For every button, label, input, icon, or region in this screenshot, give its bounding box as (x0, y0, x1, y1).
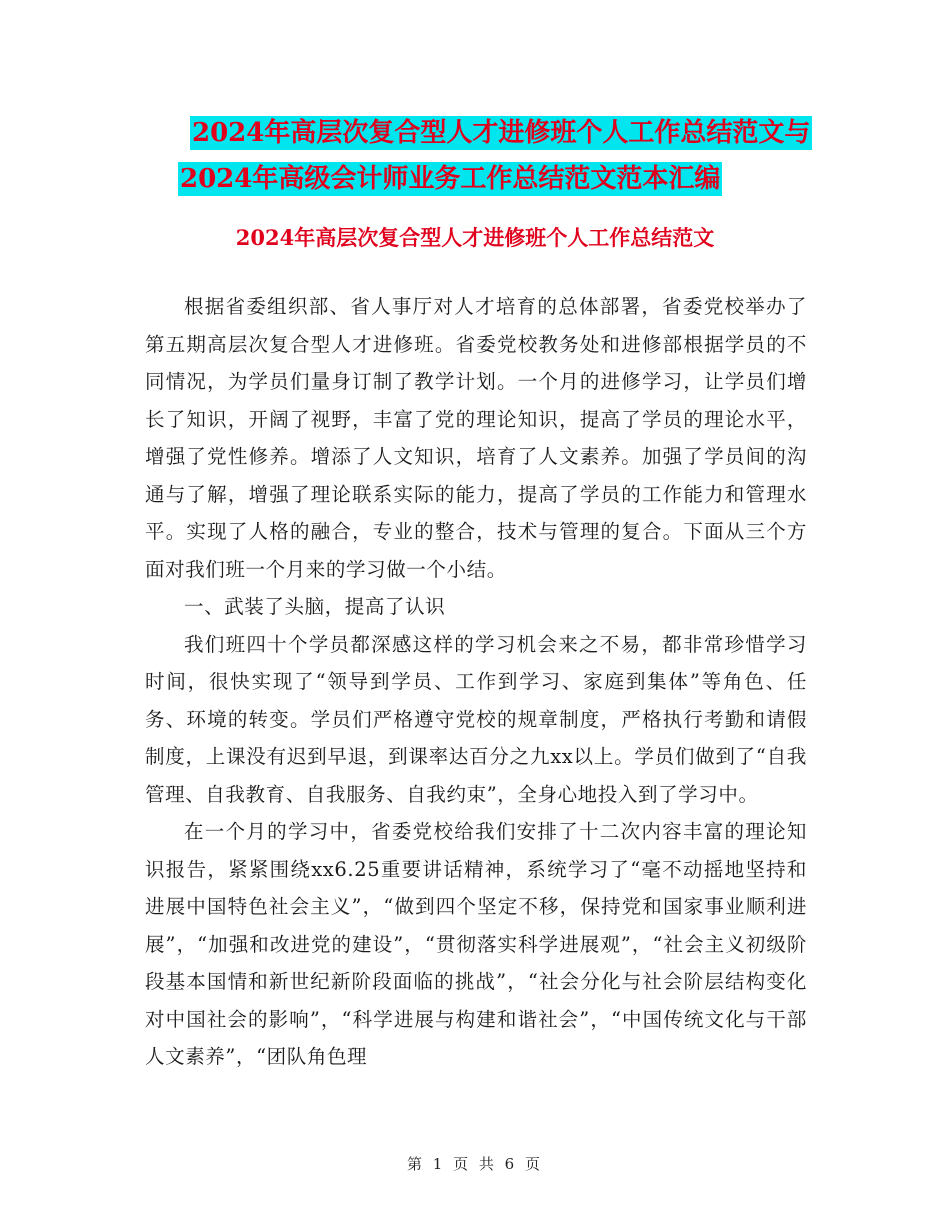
paragraph-2: 我们班四十个学员都深感这样的学习机会来之不易，都非常珍惜学习时间，很快实现了“领导到学员、工作到学习、家庭到集体”等角色、任务、环境的转变。学员们严格遵守党校的规章制度，严格执行考勤和请假制度，上课没有迟到早退，到课率达百分之九xx以上。学员们做到了“自我管理、自我教育、自我服务、自我约束”，全身心地投入到了学习中。 (145, 632, 807, 806)
paragraph-intro: 根据省委组织部、省人事厅对人才培育的总体部署，省委党校举办了第五期高层次复合型人才进修班。省委党校教务处和进修部根据学员的不同情况，为学员们量身订制了教学计划。一个月的进修学习，让学员们增长了知识，开阔了视野，丰富了党的理论知识，提高了学员的理论水平，增强了党性修养。增添了人文知识，培育了人文素养。加强了学员间的沟通与了解，增强了理论联系实际的能力，提高了学员的工作能力和管理水平。实现了人格的融合，专业的整合，技术与管理的复合。下面从三个方面对我们班一个月来的学习做一个小结。 (145, 295, 807, 581)
document-body (145, 288, 807, 1076)
paragraph-heading-1: 一、武装了头脑，提高了认识 (184, 595, 446, 618)
section-title: 2024年高层次复合型人才进修班个人工作总结范文 (235, 225, 715, 250)
paragraph-3: 在一个月的学习中，省委党校给我们安排了十二次内容丰富的理论知识报告，紧紧围绕xx6.25重要讲话精神，系统学习了“毫不动摇地坚持和进展中国特色社会主义”，“做到四个坚定不移，保持党和国家事业顺利进展”，“加强和改进党的建设”，“贯彻落实科学进展观”，“社会主义初级阶段基本国情和新世纪新阶段面临的挑战”，“社会分化与社会阶层结构变化对中国社会的影响”，“科学进展与构建和谐社会”，“中国传统文化与干部人文素养”，“团队角色理 (145, 820, 807, 1068)
main-title-line-1: 2024年高层次复合型人才进修班个人工作总结范文与 (192, 118, 811, 148)
main-title-line-2: 2024年高级会计师业务工作总结范文范本汇编 (180, 164, 721, 194)
page-footer: 第 1 页 共 6 页 (407, 1155, 543, 1173)
